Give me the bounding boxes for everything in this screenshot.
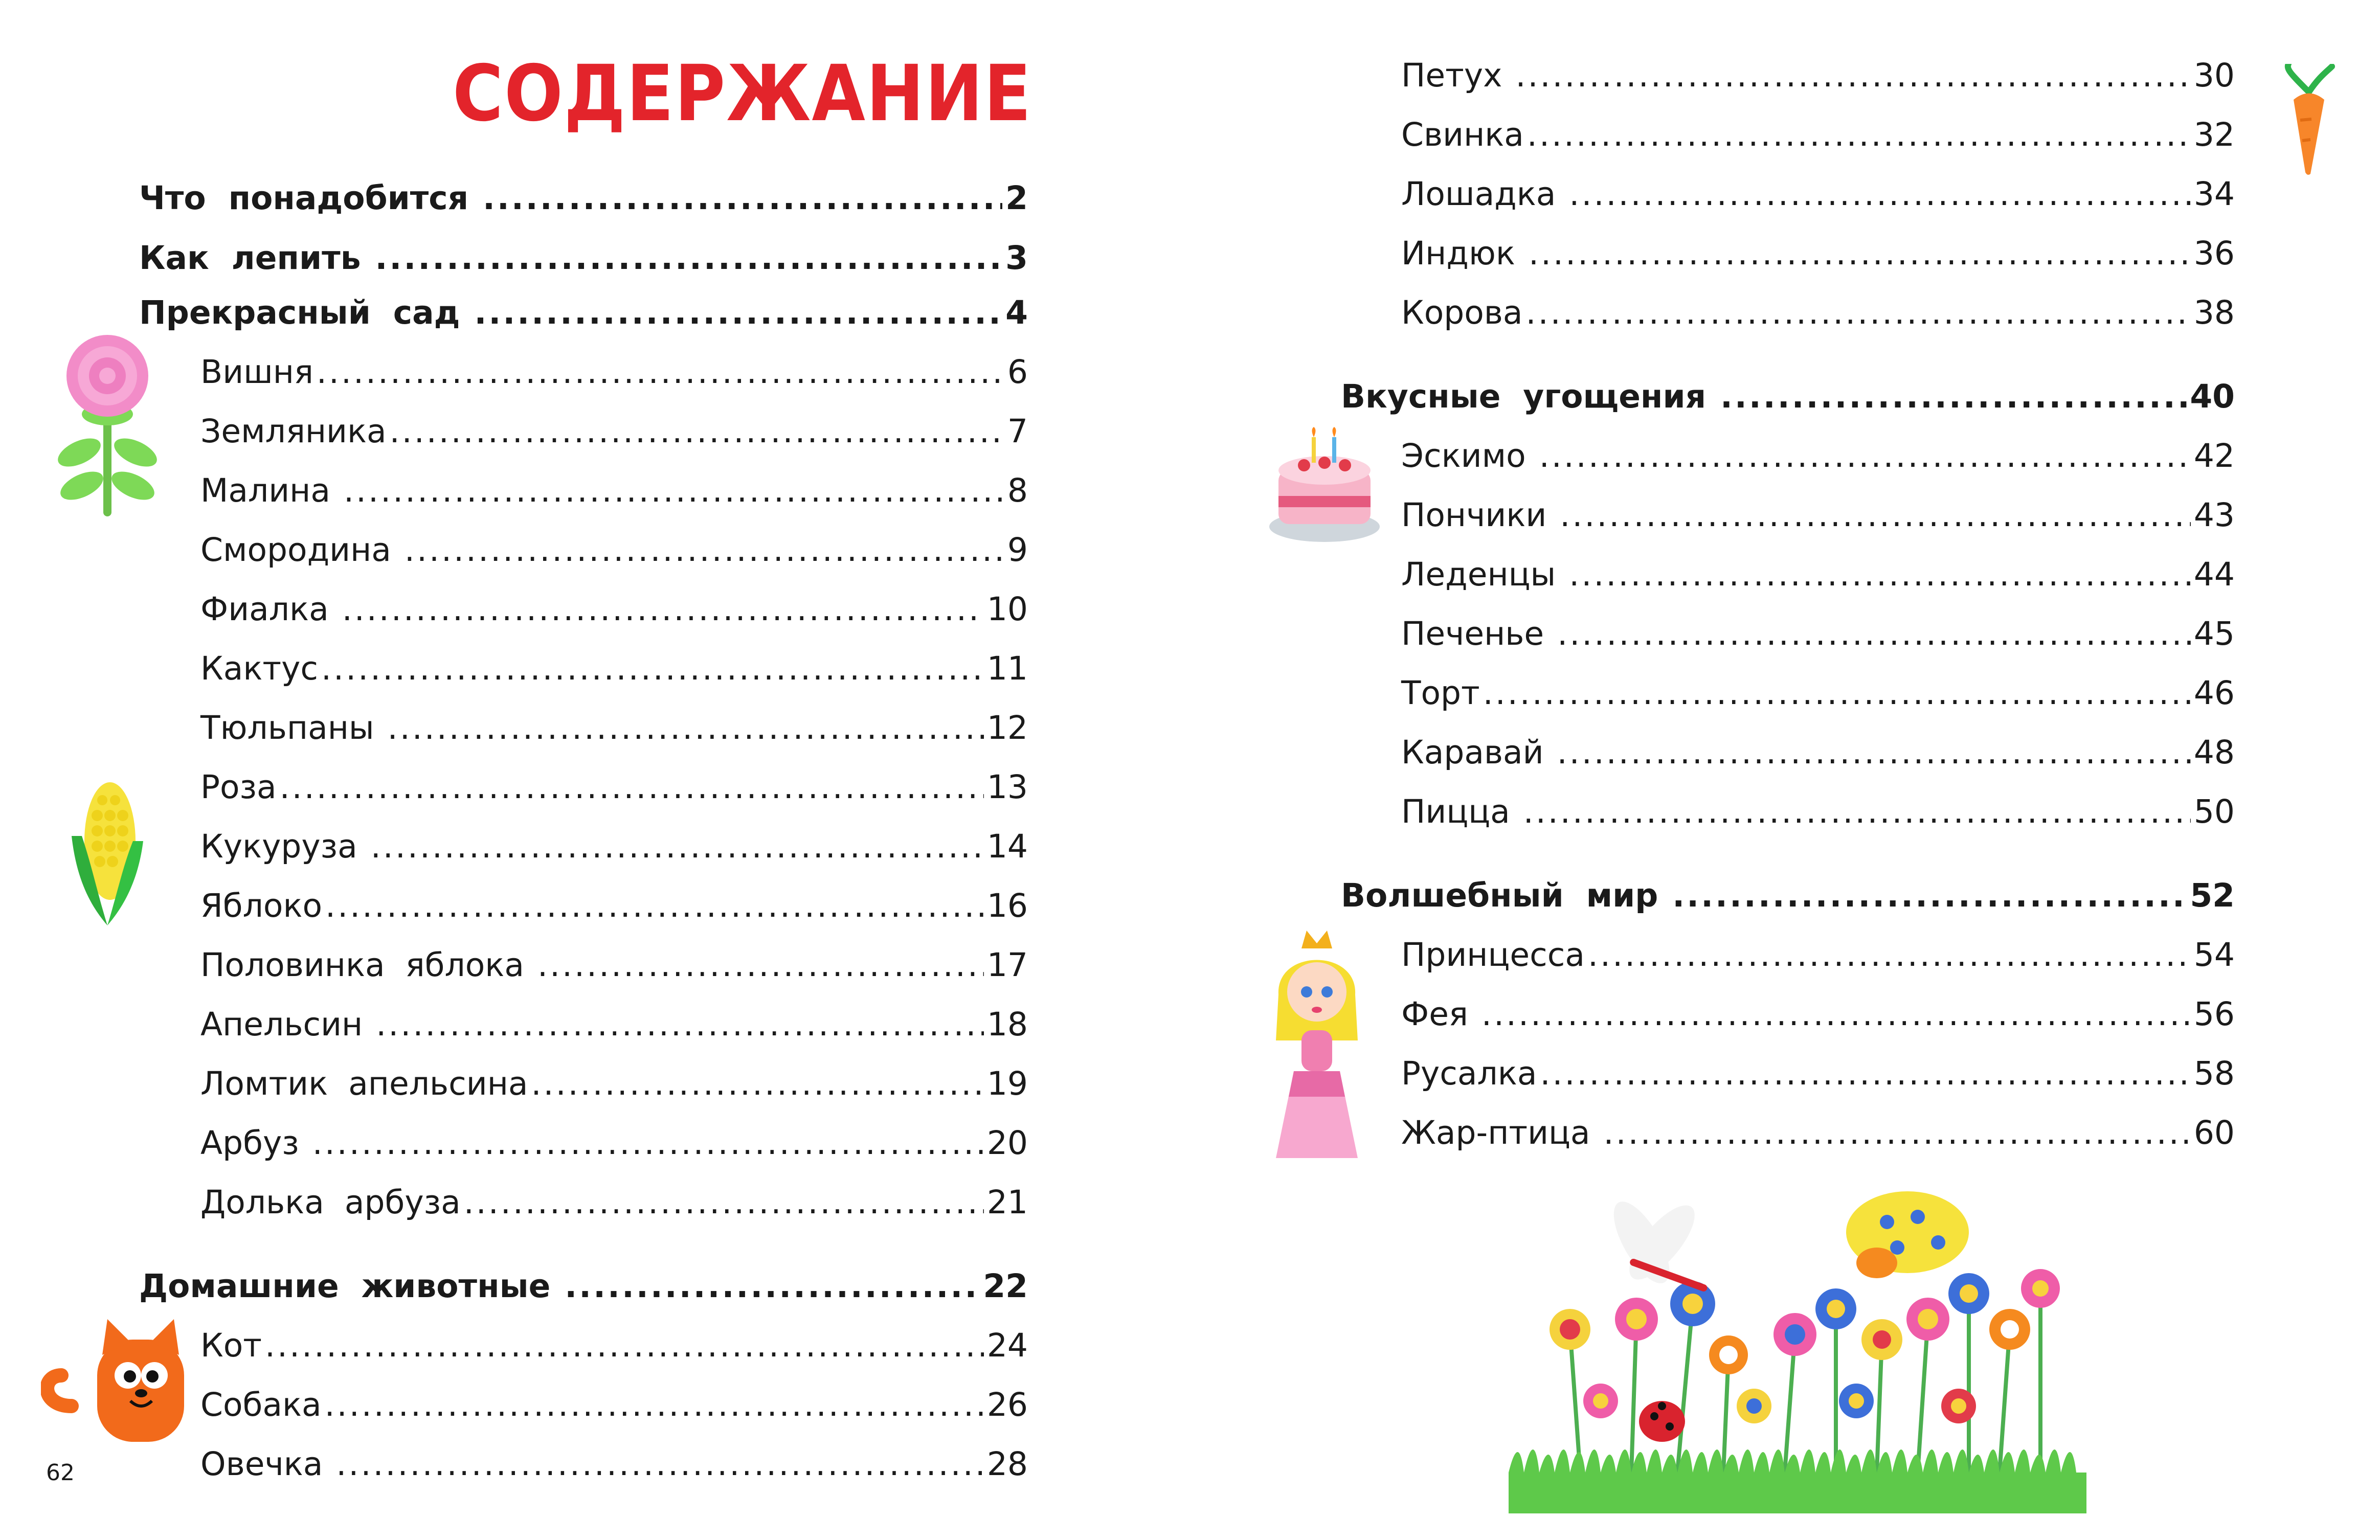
toc-page: 4 — [1005, 294, 1028, 331]
toc-page: 46 — [2193, 674, 2235, 712]
toc-page: 34 — [2193, 175, 2235, 213]
toc-page: 30 — [2193, 57, 2235, 94]
toc-page: 45 — [2193, 615, 2235, 652]
toc-page: 40 — [2190, 378, 2235, 415]
toc-label: Жар-птица — [1401, 1114, 1601, 1151]
toc-label: Каравай — [1401, 734, 1554, 771]
toc-page: 2 — [1005, 179, 1028, 217]
toc-page: 56 — [2193, 995, 2235, 1033]
toc-entry[interactable] — [1401, 614, 2235, 654]
leader-dots — [474, 292, 1002, 333]
page-title: СОДЕРЖАНИЕ — [453, 49, 1032, 139]
toc-entry[interactable] — [200, 945, 1028, 986]
toc-page: 42 — [2193, 437, 2235, 474]
toc-entry[interactable] — [1401, 673, 2235, 714]
toc-entry[interactable] — [200, 648, 1028, 689]
toc-page: 54 — [2193, 936, 2235, 973]
toc-page: 26 — [986, 1386, 1028, 1423]
princess-icon — [1273, 928, 1360, 1161]
toc-page: 14 — [986, 828, 1028, 865]
page-number: 62 — [46, 1460, 75, 1486]
toc-label: Русалка — [1401, 1055, 1537, 1092]
toc-label: Кактус — [200, 650, 319, 687]
leader-dots — [565, 1266, 980, 1307]
toc-page: 38 — [2193, 294, 2235, 331]
toc-label: Волшебный мир — [1341, 877, 1670, 914]
toc-label: Половинка яблока — [200, 946, 534, 984]
leader-dots — [537, 945, 984, 986]
toc-entry[interactable] — [1401, 935, 2235, 976]
leader-dots — [390, 411, 1004, 452]
toc-entry[interactable] — [200, 1325, 1028, 1366]
toc-label: Фиалка — [200, 591, 339, 628]
toc-page: 52 — [2190, 877, 2235, 914]
leader-dots — [1560, 495, 2191, 536]
toc-label: Кукуруза — [200, 828, 368, 865]
toc-label: Печенье — [1401, 615, 1555, 652]
toc-label: Арбуз — [200, 1124, 309, 1162]
toc-label: Долька арбуза — [200, 1184, 461, 1221]
toc-page: 60 — [2193, 1114, 2235, 1151]
leader-dots — [531, 1063, 984, 1104]
leader-dots — [388, 708, 984, 749]
toc-label: Свинка — [1401, 116, 1524, 153]
toc-label: Смородина — [200, 531, 401, 569]
flower-garden-illustration — [1509, 1186, 2086, 1519]
toc-label: Пончики — [1401, 496, 1557, 534]
toc-entry[interactable] — [200, 1385, 1028, 1425]
toc-page: 22 — [983, 1267, 1028, 1305]
leader-dots — [342, 589, 984, 630]
toc-entry[interactable] — [1401, 55, 2235, 96]
leader-dots — [1515, 55, 2190, 96]
leader-dots — [317, 352, 1004, 393]
leader-dots — [1569, 554, 2191, 595]
leader-dots — [1672, 875, 2187, 916]
toc-label: Петух — [1401, 57, 1513, 94]
corn-icon — [61, 780, 148, 928]
toc-page: 44 — [2193, 556, 2235, 593]
leader-dots — [1481, 994, 2191, 1035]
toc-entry[interactable] — [1341, 376, 2235, 417]
toc-page: 58 — [2193, 1055, 2235, 1092]
leader-dots — [375, 238, 1002, 279]
toc-entry[interactable] — [200, 589, 1028, 630]
toc-label: Пицца — [1401, 793, 1520, 830]
toc-entry[interactable] — [200, 352, 1028, 393]
toc-entry[interactable] — [1401, 233, 2235, 274]
carrot-icon — [2281, 64, 2337, 176]
toc-page: 20 — [986, 1124, 1028, 1162]
toc-label: Кот — [200, 1327, 262, 1364]
toc-entry[interactable] — [200, 470, 1028, 511]
toc-entry[interactable] — [200, 767, 1028, 808]
leader-dots — [1720, 376, 2187, 417]
toc-label: Вишня — [200, 353, 313, 391]
toc-page: 13 — [986, 768, 1028, 806]
rose-icon — [51, 332, 164, 522]
toc-label: Тюльпаны — [200, 709, 385, 746]
toc-label: Принцесса — [1401, 936, 1585, 973]
leader-dots — [1523, 791, 2191, 832]
toc-page: 12 — [986, 709, 1028, 746]
toc-label: Малина — [200, 472, 341, 509]
toc-label: Яблоко — [200, 887, 323, 924]
toc-entry[interactable] — [1401, 994, 2235, 1035]
toc-entry[interactable] — [200, 1004, 1028, 1045]
toc-page: 50 — [2193, 793, 2235, 830]
toc-entry[interactable] — [139, 238, 1028, 279]
toc-entry[interactable] — [1401, 732, 2235, 773]
toc-entry[interactable] — [1401, 292, 2235, 333]
leader-dots — [464, 1182, 984, 1223]
toc-label: Домашние животные — [139, 1267, 562, 1305]
toc-page: 28 — [986, 1445, 1028, 1483]
toc-page: 19 — [986, 1065, 1028, 1102]
toc-page: 36 — [2193, 235, 2235, 272]
toc-label: Эскимо — [1401, 437, 1536, 474]
toc-page: 21 — [986, 1184, 1028, 1221]
toc-entry[interactable] — [200, 411, 1028, 452]
toc-entry[interactable] — [139, 178, 1028, 219]
leader-dots — [1604, 1113, 2191, 1153]
toc-label: Леденцы — [1401, 556, 1566, 593]
toc-entry[interactable] — [1401, 436, 2235, 477]
leader-dots — [1526, 292, 2191, 333]
toc-page: 10 — [986, 591, 1028, 628]
toc-label: Апельсин — [200, 1006, 373, 1043]
leader-dots — [265, 1325, 984, 1366]
leader-dots — [1540, 1053, 2190, 1094]
toc-label: Что понадобится — [139, 179, 480, 217]
leader-dots — [321, 648, 984, 689]
toc-entry[interactable] — [200, 1063, 1028, 1104]
leader-dots — [376, 1004, 984, 1045]
leader-dots — [1483, 673, 2191, 714]
cake-icon — [1268, 427, 1381, 545]
toc-entry[interactable] — [200, 826, 1028, 867]
leader-dots — [405, 530, 1004, 571]
toc-page: 17 — [986, 946, 1028, 984]
toc-label: Торт — [1401, 674, 1480, 712]
leader-dots — [371, 826, 984, 867]
toc-entry[interactable] — [1341, 875, 2235, 916]
toc-label: Ломтик апельсина — [200, 1065, 528, 1102]
toc-label: Роза — [200, 768, 277, 806]
toc-entry[interactable] — [1401, 115, 2235, 155]
toc-entry[interactable] — [139, 1266, 1028, 1307]
leader-dots — [1557, 732, 2191, 773]
toc-label: Собака — [200, 1386, 322, 1423]
leader-dots — [1529, 233, 2191, 274]
toc-entry[interactable] — [1401, 174, 2235, 215]
toc-entry[interactable] — [1401, 791, 2235, 832]
toc-page: 11 — [986, 650, 1028, 687]
toc-entry[interactable] — [200, 1182, 1028, 1223]
toc-page: 9 — [1007, 531, 1028, 569]
toc-entry[interactable] — [200, 708, 1028, 749]
toc-page: 18 — [986, 1006, 1028, 1043]
leader-dots — [325, 1385, 984, 1425]
toc-page: 3 — [1005, 239, 1028, 277]
leader-dots — [1539, 436, 2191, 477]
leader-dots — [1569, 174, 2190, 215]
toc-page: 8 — [1007, 472, 1028, 509]
toc-label: Как лепить — [139, 239, 372, 277]
leader-dots — [483, 178, 1002, 219]
leader-dots — [1557, 614, 2191, 654]
toc-entry[interactable] — [200, 886, 1028, 926]
toc-label: Прекрасный сад — [139, 294, 471, 331]
toc-entry[interactable] — [200, 1123, 1028, 1164]
leader-dots — [344, 470, 1004, 511]
toc-entry[interactable] — [1401, 495, 2235, 536]
toc-label: Земляника — [200, 413, 387, 450]
leader-dots — [1527, 115, 2191, 155]
leader-dots — [1588, 935, 2191, 976]
toc-page: 48 — [2193, 734, 2235, 771]
toc-label: Индюк — [1401, 235, 1525, 272]
toc-page: 16 — [986, 887, 1028, 924]
leader-dots — [336, 1444, 983, 1485]
toc-entry[interactable] — [1401, 1113, 2235, 1153]
leader-dots — [312, 1123, 984, 1164]
toc-page: 6 — [1007, 353, 1028, 391]
toc-page: 43 — [2193, 496, 2235, 534]
toc-entry[interactable] — [1401, 554, 2235, 595]
leader-dots — [325, 886, 984, 926]
leader-dots — [280, 767, 984, 808]
cat-icon — [41, 1319, 199, 1447]
toc-entry[interactable] — [1401, 1053, 2235, 1094]
toc-label: Лошадка — [1401, 175, 1566, 213]
toc-label: Вкусные угощения — [1341, 378, 1717, 415]
toc-page: 32 — [2193, 116, 2235, 153]
toc-label: Корова — [1401, 294, 1523, 331]
toc-entry[interactable] — [139, 292, 1028, 333]
toc-label: Овечка — [200, 1445, 333, 1483]
toc-page: 7 — [1007, 413, 1028, 450]
toc-page: 24 — [986, 1327, 1028, 1364]
toc-entry[interactable] — [200, 1444, 1028, 1485]
toc-label: Фея — [1401, 995, 1478, 1033]
toc-entry[interactable] — [200, 530, 1028, 571]
